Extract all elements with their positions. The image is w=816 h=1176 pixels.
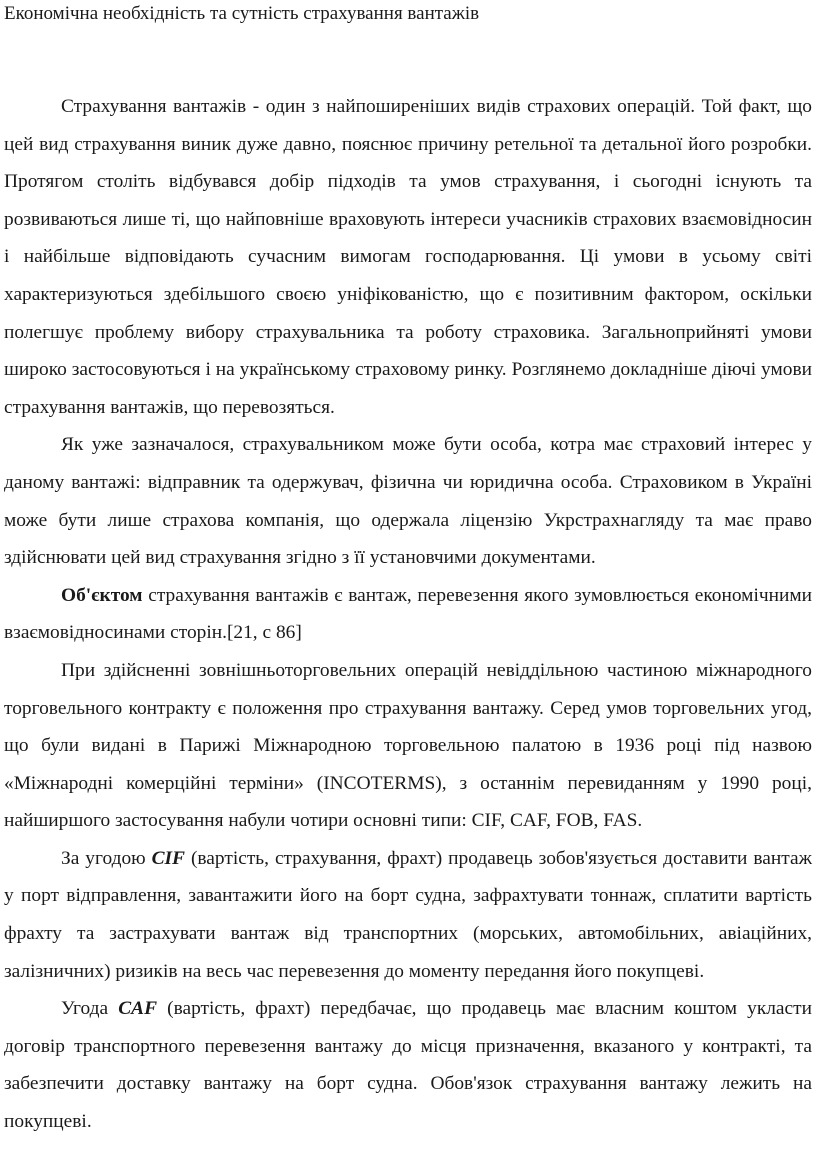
paragraph-text: страхування вантажів є вантаж, перевезення якого зумовлюється економічними взаємовідносинами сторін.[21, с 86] bbox=[4, 584, 812, 644]
paragraph-intro bbox=[4, 88, 812, 426]
paragraph-incoterms bbox=[4, 652, 812, 840]
paragraph-caf bbox=[4, 990, 812, 1140]
italic-term-cif: CIF bbox=[151, 847, 185, 869]
paragraph-text: За угодою bbox=[61, 847, 152, 869]
paragraph-cif bbox=[4, 840, 812, 990]
document-body bbox=[4, 88, 812, 1141]
paragraph-text: Страхування вантажів - один з найпоширеніших видів страхових операцій. Той факт, що цей вид страхування виник дуже давно, пояснює причину ретельної та детальної його розробки. Протягом століть відбувався добір підходів та умов страхування, і сьогодні існують та розвиваються лише ті, що найповніше враховують інтереси учасників страхових взаємовідносин і найбільше відповідають сучасним вимогам господарювання. Ці умови в усьому світі характеризуються здебільшого своєю уніфікованістю, що є позитивним фактором, оскільки полегшує проблему вибору страхувальника та роботу страховика. Загальноприйняті умови широко застосовуються і на українському страховому ринку. Розглянемо докладніше діючі умови страхування вантажів, що перевозяться. bbox=[4, 96, 812, 418]
bold-term: Об'єктом bbox=[61, 584, 143, 606]
paragraph-text: Як уже зазначалося, страхувальником може бути особа, котра має страховий інтерес у даному вантажі: відправник та одержувач, фізична чи юридична особа. Страховиком в Україні може бути лише страхова компанія, що одержала ліцензію Укрстрахнагляду та має право здійснювати цей вид страхування згідно з її установчими документами. bbox=[4, 434, 812, 569]
paragraph-text: Угода bbox=[61, 998, 119, 1020]
paragraph-text: (вартість, фрахт) передбачає, що продавець має власним коштом укласти договір транспортного перевезення вантажу до місця призначення, вказаного у контракті, та забезпечити доставку вантажу на борт судна. Обов'язок страхування вантажу лежить на покупцеві. bbox=[4, 998, 812, 1133]
paragraph-object bbox=[4, 577, 812, 652]
document-title: Економічна необхідність та сутність страхування вантажів bbox=[4, 3, 480, 24]
italic-term-caf: CAF bbox=[118, 998, 158, 1020]
paragraph-text: При здійсненні зовнішньоторговельних операцій невіддільною частиною міжнародного торговельного контракту є положення про страхування вантажу. Серед умов торговельних угод, що були видані в Парижі Міжнародною торговельною палатою в 1936 році під назвою «Міжнародні комерційні терміни» (INCOTERMS), з останнім перевиданням у 1990 році, найширшого застосування набули чотири основні типи: CIF, CAF, FOB, FAS. bbox=[4, 659, 812, 832]
paragraph-text: (вартість, страхування, фрахт) продавець зобов'язується доставити вантаж у порт відправлення, завантажити його на борт судна, зафрахтувати тоннаж, сплатити вартість фрахту та застрахувати вантаж від транспортних (морських, автомобільних, авіаційних, залізничних) ризиків на весь час перевезення до моменту передання його покупцеві. bbox=[4, 847, 812, 982]
paragraph-insurer bbox=[4, 426, 812, 576]
